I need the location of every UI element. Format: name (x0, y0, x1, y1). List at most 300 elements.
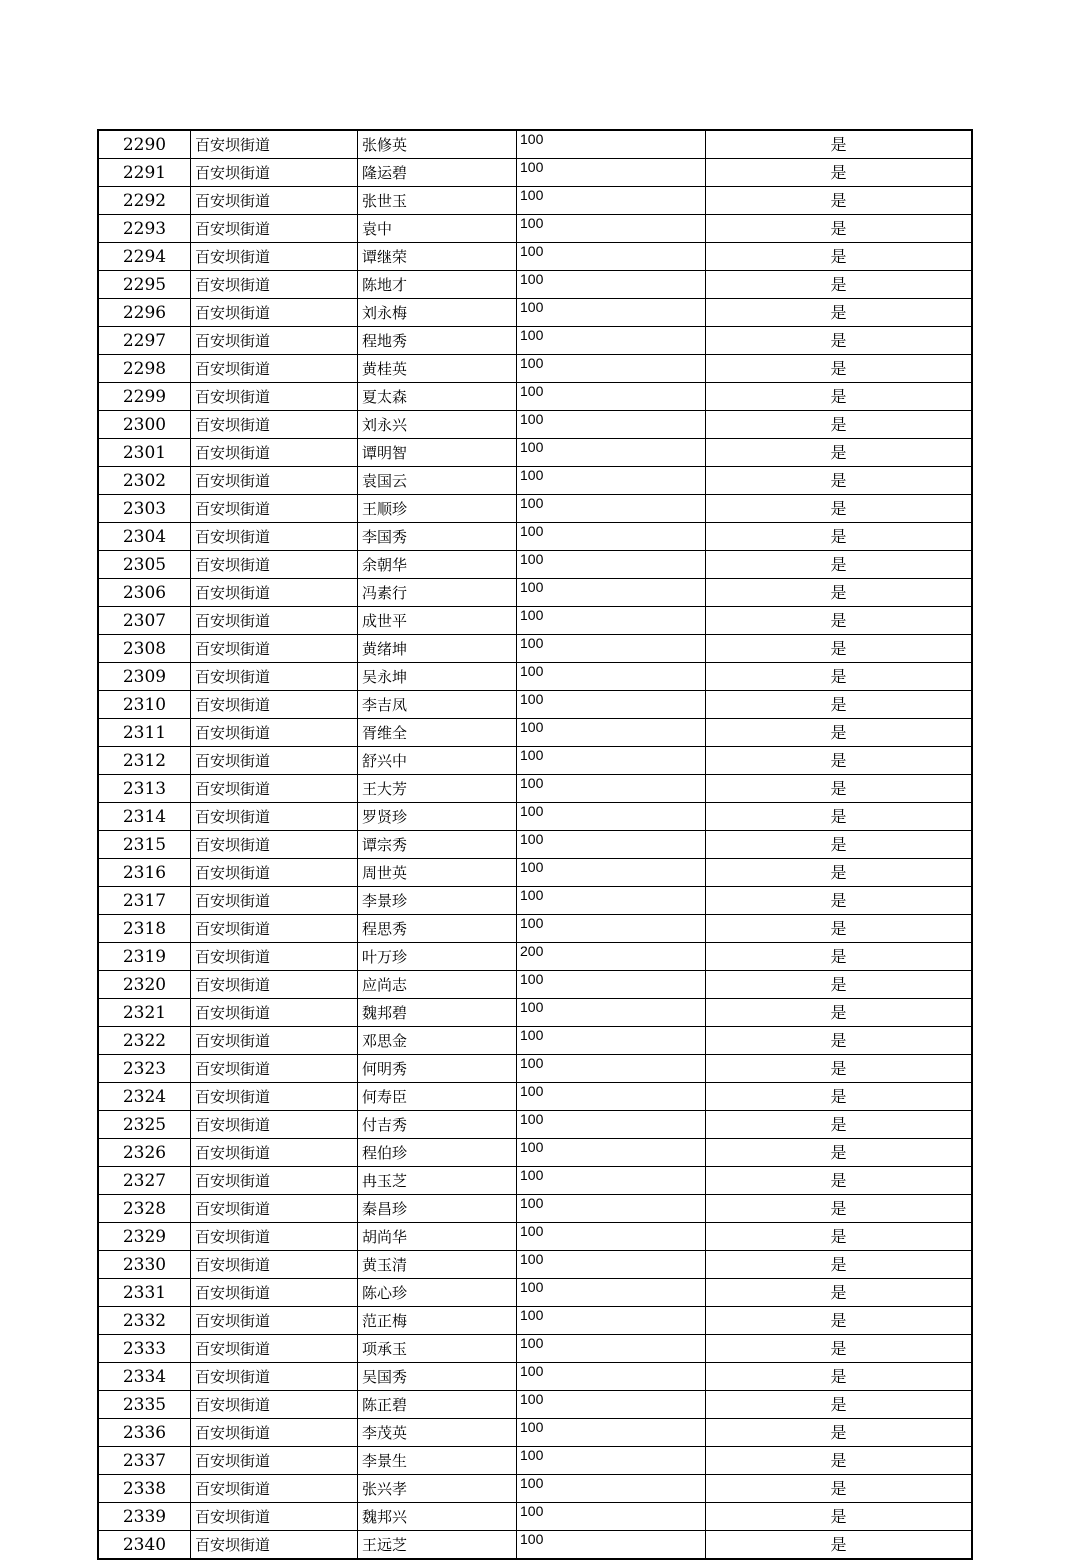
amount-cell: 100 (517, 747, 706, 775)
street-cell: 百安坝街道 (191, 1139, 358, 1167)
person-name-cell: 吴国秀 (358, 1363, 517, 1391)
street-cell: 百安坝街道 (191, 915, 358, 943)
status-cell: 是 (706, 1531, 973, 1560)
status-cell: 是 (706, 187, 973, 215)
table-row (98, 523, 972, 551)
street-cell: 百安坝街道 (191, 271, 358, 299)
row-number-cell: 2315 (98, 831, 191, 859)
amount-cell: 100 (517, 299, 706, 327)
status-cell: 是 (706, 299, 973, 327)
amount-cell: 200 (517, 943, 706, 971)
status-cell: 是 (706, 1083, 973, 1111)
table-row (98, 915, 972, 943)
amount-cell: 100 (517, 1111, 706, 1139)
row-number-cell: 2320 (98, 971, 191, 999)
amount-cell: 100 (517, 1279, 706, 1307)
status-cell: 是 (706, 663, 973, 691)
amount-cell: 100 (517, 915, 706, 943)
table-row (98, 775, 972, 803)
street-cell: 百安坝街道 (191, 1279, 358, 1307)
amount-cell: 100 (517, 243, 706, 271)
row-number-cell: 2290 (98, 130, 191, 159)
status-cell: 是 (706, 635, 973, 663)
street-cell: 百安坝街道 (191, 383, 358, 411)
street-cell: 百安坝街道 (191, 411, 358, 439)
row-number-cell: 2304 (98, 523, 191, 551)
table-row (98, 887, 972, 915)
table-row (98, 1195, 972, 1223)
amount-cell: 100 (517, 999, 706, 1027)
table-row (98, 130, 972, 159)
status-cell: 是 (706, 691, 973, 719)
table-row (98, 1279, 972, 1307)
amount-cell: 100 (517, 1419, 706, 1447)
status-cell: 是 (706, 1139, 973, 1167)
street-cell: 百安坝街道 (191, 467, 358, 495)
amount-cell: 100 (517, 1531, 706, 1560)
street-cell: 百安坝街道 (191, 215, 358, 243)
amount-cell: 100 (517, 159, 706, 187)
amount-cell: 100 (517, 439, 706, 467)
row-number-cell: 2294 (98, 243, 191, 271)
table-row (98, 635, 972, 663)
street-cell: 百安坝街道 (191, 1223, 358, 1251)
table-row (98, 271, 972, 299)
row-number-cell: 2302 (98, 467, 191, 495)
person-name-cell: 张修英 (358, 130, 517, 159)
street-cell: 百安坝街道 (191, 943, 358, 971)
row-number-cell: 2339 (98, 1503, 191, 1531)
row-number-cell: 2295 (98, 271, 191, 299)
person-name-cell: 王大芳 (358, 775, 517, 803)
row-number-cell: 2318 (98, 915, 191, 943)
row-number-cell: 2305 (98, 551, 191, 579)
amount-cell: 100 (517, 355, 706, 383)
street-cell: 百安坝街道 (191, 327, 358, 355)
table-row (98, 1391, 972, 1419)
amount-cell: 100 (517, 1027, 706, 1055)
row-number-cell: 2314 (98, 803, 191, 831)
status-cell: 是 (706, 803, 973, 831)
street-cell: 百安坝街道 (191, 355, 358, 383)
amount-cell: 100 (517, 691, 706, 719)
street-cell: 百安坝街道 (191, 1083, 358, 1111)
status-cell: 是 (706, 495, 973, 523)
status-cell: 是 (706, 1447, 973, 1475)
person-name-cell: 应尚志 (358, 971, 517, 999)
amount-cell: 100 (517, 1055, 706, 1083)
table-row (98, 1167, 972, 1195)
amount-cell: 100 (517, 215, 706, 243)
status-cell: 是 (706, 887, 973, 915)
person-name-cell: 陈地才 (358, 271, 517, 299)
row-number-cell: 2334 (98, 1363, 191, 1391)
amount-cell: 100 (517, 495, 706, 523)
street-cell: 百安坝街道 (191, 243, 358, 271)
table-row (98, 411, 972, 439)
table-row (98, 831, 972, 859)
row-number-cell: 2303 (98, 495, 191, 523)
amount-cell: 100 (517, 1391, 706, 1419)
person-name-cell: 魏邦兴 (358, 1503, 517, 1531)
street-cell: 百安坝街道 (191, 1195, 358, 1223)
amount-cell: 100 (517, 1447, 706, 1475)
street-cell: 百安坝街道 (191, 1111, 358, 1139)
status-cell: 是 (706, 271, 973, 299)
table-row (98, 215, 972, 243)
person-name-cell: 黄绪坤 (358, 635, 517, 663)
person-name-cell: 秦昌珍 (358, 1195, 517, 1223)
person-name-cell: 叶万珍 (358, 943, 517, 971)
person-name-cell: 李吉凤 (358, 691, 517, 719)
person-name-cell: 程地秀 (358, 327, 517, 355)
table-row (98, 243, 972, 271)
row-number-cell: 2313 (98, 775, 191, 803)
amount-cell: 100 (517, 607, 706, 635)
status-cell: 是 (706, 467, 973, 495)
table-row (98, 1111, 972, 1139)
amount-cell: 100 (517, 383, 706, 411)
row-number-cell: 2319 (98, 943, 191, 971)
table-row (98, 1447, 972, 1475)
status-cell: 是 (706, 971, 973, 999)
status-cell: 是 (706, 1475, 973, 1503)
street-cell: 百安坝街道 (191, 1055, 358, 1083)
row-number-cell: 2310 (98, 691, 191, 719)
person-name-cell: 袁中 (358, 215, 517, 243)
table-row (98, 1223, 972, 1251)
amount-cell: 100 (517, 271, 706, 299)
row-number-cell: 2308 (98, 635, 191, 663)
amount-cell: 100 (517, 523, 706, 551)
table-row (98, 999, 972, 1027)
amount-cell: 100 (517, 1223, 706, 1251)
amount-cell: 100 (517, 1251, 706, 1279)
status-cell: 是 (706, 523, 973, 551)
row-number-cell: 2331 (98, 1279, 191, 1307)
status-cell: 是 (706, 1503, 973, 1531)
row-number-cell: 2322 (98, 1027, 191, 1055)
row-number-cell: 2338 (98, 1475, 191, 1503)
table-row (98, 943, 972, 971)
status-cell: 是 (706, 1223, 973, 1251)
amount-cell: 100 (517, 327, 706, 355)
status-cell: 是 (706, 551, 973, 579)
street-cell: 百安坝街道 (191, 691, 358, 719)
row-number-cell: 2323 (98, 1055, 191, 1083)
table-row (98, 467, 972, 495)
table-row (98, 383, 972, 411)
status-cell: 是 (706, 1335, 973, 1363)
amount-cell: 100 (517, 1083, 706, 1111)
status-cell: 是 (706, 859, 973, 887)
person-name-cell: 余朝华 (358, 551, 517, 579)
row-number-cell: 2298 (98, 355, 191, 383)
street-cell: 百安坝街道 (191, 1335, 358, 1363)
table-row (98, 1055, 972, 1083)
amount-cell: 100 (517, 551, 706, 579)
person-name-cell: 黄桂英 (358, 355, 517, 383)
table-row (98, 1139, 972, 1167)
person-name-cell: 何寿臣 (358, 1083, 517, 1111)
amount-cell: 100 (517, 859, 706, 887)
street-cell: 百安坝街道 (191, 187, 358, 215)
street-cell: 百安坝街道 (191, 747, 358, 775)
person-name-cell: 邓思金 (358, 1027, 517, 1055)
street-cell: 百安坝街道 (191, 495, 358, 523)
person-name-cell: 袁国云 (358, 467, 517, 495)
amount-cell: 100 (517, 887, 706, 915)
status-cell: 是 (706, 243, 973, 271)
amount-cell: 100 (517, 803, 706, 831)
status-cell: 是 (706, 999, 973, 1027)
amount-cell: 100 (517, 411, 706, 439)
row-number-cell: 2292 (98, 187, 191, 215)
status-cell: 是 (706, 1391, 973, 1419)
person-name-cell: 程思秀 (358, 915, 517, 943)
person-name-cell: 刘永兴 (358, 411, 517, 439)
street-cell: 百安坝街道 (191, 1419, 358, 1447)
table-body (98, 130, 972, 1559)
street-cell: 百安坝街道 (191, 1391, 358, 1419)
row-number-cell: 2293 (98, 215, 191, 243)
amount-cell: 100 (517, 719, 706, 747)
table-row (98, 187, 972, 215)
table-row (98, 1307, 972, 1335)
street-cell: 百安坝街道 (191, 775, 358, 803)
row-number-cell: 2299 (98, 383, 191, 411)
table-row (98, 551, 972, 579)
street-cell: 百安坝街道 (191, 1167, 358, 1195)
person-name-cell: 冉玉芝 (358, 1167, 517, 1195)
table-row (98, 327, 972, 355)
status-cell: 是 (706, 831, 973, 859)
amount-cell: 100 (517, 1167, 706, 1195)
street-cell: 百安坝街道 (191, 1027, 358, 1055)
street-cell: 百安坝街道 (191, 1503, 358, 1531)
status-cell: 是 (706, 1419, 973, 1447)
table-row (98, 1503, 972, 1531)
person-name-cell: 范正梅 (358, 1307, 517, 1335)
person-name-cell: 张世玉 (358, 187, 517, 215)
person-name-cell: 谭明智 (358, 439, 517, 467)
amount-cell: 100 (517, 1307, 706, 1335)
table-row (98, 495, 972, 523)
status-cell: 是 (706, 719, 973, 747)
street-cell: 百安坝街道 (191, 635, 358, 663)
street-cell: 百安坝街道 (191, 831, 358, 859)
person-name-cell: 隆运碧 (358, 159, 517, 187)
person-name-cell: 何明秀 (358, 1055, 517, 1083)
status-cell: 是 (706, 411, 973, 439)
person-name-cell: 吴永坤 (358, 663, 517, 691)
status-cell: 是 (706, 383, 973, 411)
table-row (98, 439, 972, 467)
person-name-cell: 谭继荣 (358, 243, 517, 271)
status-cell: 是 (706, 215, 973, 243)
person-name-cell: 胡尚华 (358, 1223, 517, 1251)
amount-cell: 100 (517, 187, 706, 215)
person-name-cell: 张兴孝 (358, 1475, 517, 1503)
table-row (98, 1419, 972, 1447)
status-cell: 是 (706, 1195, 973, 1223)
street-cell: 百安坝街道 (191, 159, 358, 187)
street-cell: 百安坝街道 (191, 1475, 358, 1503)
status-cell: 是 (706, 747, 973, 775)
row-number-cell: 2337 (98, 1447, 191, 1475)
status-cell: 是 (706, 1363, 973, 1391)
row-number-cell: 2291 (98, 159, 191, 187)
table-row (98, 607, 972, 635)
status-cell: 是 (706, 943, 973, 971)
row-number-cell: 2306 (98, 579, 191, 607)
person-name-cell: 李景生 (358, 1447, 517, 1475)
row-number-cell: 2296 (98, 299, 191, 327)
person-name-cell: 夏太森 (358, 383, 517, 411)
row-number-cell: 2317 (98, 887, 191, 915)
street-cell: 百安坝街道 (191, 1447, 358, 1475)
status-cell: 是 (706, 1167, 973, 1195)
street-cell: 百安坝街道 (191, 523, 358, 551)
street-cell: 百安坝街道 (191, 1531, 358, 1560)
person-name-cell: 程伯珍 (358, 1139, 517, 1167)
table-row (98, 1363, 972, 1391)
row-number-cell: 2335 (98, 1391, 191, 1419)
row-number-cell: 2325 (98, 1111, 191, 1139)
status-cell: 是 (706, 1251, 973, 1279)
street-cell: 百安坝街道 (191, 803, 358, 831)
amount-cell: 100 (517, 971, 706, 999)
status-cell: 是 (706, 775, 973, 803)
street-cell: 百安坝街道 (191, 719, 358, 747)
status-cell: 是 (706, 579, 973, 607)
street-cell: 百安坝街道 (191, 607, 358, 635)
row-number-cell: 2336 (98, 1419, 191, 1447)
row-number-cell: 2321 (98, 999, 191, 1027)
row-number-cell: 2307 (98, 607, 191, 635)
table-row (98, 1475, 972, 1503)
table-row (98, 1335, 972, 1363)
row-number-cell: 2330 (98, 1251, 191, 1279)
person-name-cell: 陈心珍 (358, 1279, 517, 1307)
status-cell: 是 (706, 915, 973, 943)
table-row (98, 1027, 972, 1055)
person-name-cell: 付吉秀 (358, 1111, 517, 1139)
amount-cell: 100 (517, 579, 706, 607)
row-number-cell: 2297 (98, 327, 191, 355)
person-name-cell: 项承玉 (358, 1335, 517, 1363)
row-number-cell: 2332 (98, 1307, 191, 1335)
person-name-cell: 陈正碧 (358, 1391, 517, 1419)
status-cell: 是 (706, 355, 973, 383)
street-cell: 百安坝街道 (191, 551, 358, 579)
person-name-cell: 成世平 (358, 607, 517, 635)
person-name-cell: 胥维全 (358, 719, 517, 747)
amount-cell: 100 (517, 130, 706, 159)
street-cell: 百安坝街道 (191, 1307, 358, 1335)
table-row (98, 579, 972, 607)
street-cell: 百安坝街道 (191, 663, 358, 691)
table-row (98, 1251, 972, 1279)
person-name-cell: 谭宗秀 (358, 831, 517, 859)
person-name-cell: 罗贤珍 (358, 803, 517, 831)
row-number-cell: 2309 (98, 663, 191, 691)
person-name-cell: 舒兴中 (358, 747, 517, 775)
person-name-cell: 黄玉清 (358, 1251, 517, 1279)
status-cell: 是 (706, 1307, 973, 1335)
street-cell: 百安坝街道 (191, 887, 358, 915)
person-name-cell: 王顺珍 (358, 495, 517, 523)
status-cell: 是 (706, 607, 973, 635)
row-number-cell: 2324 (98, 1083, 191, 1111)
row-number-cell: 2328 (98, 1195, 191, 1223)
person-name-cell: 王远芝 (358, 1531, 517, 1560)
row-number-cell: 2316 (98, 859, 191, 887)
person-name-cell: 魏邦碧 (358, 999, 517, 1027)
table-row (98, 719, 972, 747)
row-number-cell: 2333 (98, 1335, 191, 1363)
person-name-cell: 刘永梅 (358, 299, 517, 327)
status-cell: 是 (706, 130, 973, 159)
amount-cell: 100 (517, 467, 706, 495)
street-cell: 百安坝街道 (191, 999, 358, 1027)
table-row (98, 971, 972, 999)
street-cell: 百安坝街道 (191, 1363, 358, 1391)
amount-cell: 100 (517, 1475, 706, 1503)
table-row (98, 663, 972, 691)
amount-cell: 100 (517, 1195, 706, 1223)
street-cell: 百安坝街道 (191, 130, 358, 159)
status-cell: 是 (706, 1055, 973, 1083)
person-name-cell: 周世英 (358, 859, 517, 887)
status-cell: 是 (706, 439, 973, 467)
table-row (98, 1083, 972, 1111)
amount-cell: 100 (517, 1335, 706, 1363)
row-number-cell: 2327 (98, 1167, 191, 1195)
table-row (98, 355, 972, 383)
street-cell: 百安坝街道 (191, 579, 358, 607)
table-row (98, 159, 972, 187)
table-row (98, 747, 972, 775)
row-number-cell: 2326 (98, 1139, 191, 1167)
person-name-cell: 李景珍 (358, 887, 517, 915)
status-cell: 是 (706, 159, 973, 187)
street-cell: 百安坝街道 (191, 971, 358, 999)
amount-cell: 100 (517, 635, 706, 663)
amount-cell: 100 (517, 1363, 706, 1391)
street-cell: 百安坝街道 (191, 1251, 358, 1279)
row-number-cell: 2329 (98, 1223, 191, 1251)
amount-cell: 100 (517, 663, 706, 691)
street-cell: 百安坝街道 (191, 439, 358, 467)
person-name-cell: 李国秀 (358, 523, 517, 551)
row-number-cell: 2301 (98, 439, 191, 467)
table-row (98, 691, 972, 719)
status-cell: 是 (706, 1279, 973, 1307)
amount-cell: 100 (517, 1139, 706, 1167)
table-row (98, 859, 972, 887)
amount-cell: 100 (517, 775, 706, 803)
row-number-cell: 2300 (98, 411, 191, 439)
table-row (98, 1531, 972, 1560)
table-row (98, 299, 972, 327)
row-number-cell: 2311 (98, 719, 191, 747)
status-cell: 是 (706, 1027, 973, 1055)
data-table (97, 129, 973, 1560)
row-number-cell: 2312 (98, 747, 191, 775)
person-name-cell: 李茂英 (358, 1419, 517, 1447)
street-cell: 百安坝街道 (191, 859, 358, 887)
